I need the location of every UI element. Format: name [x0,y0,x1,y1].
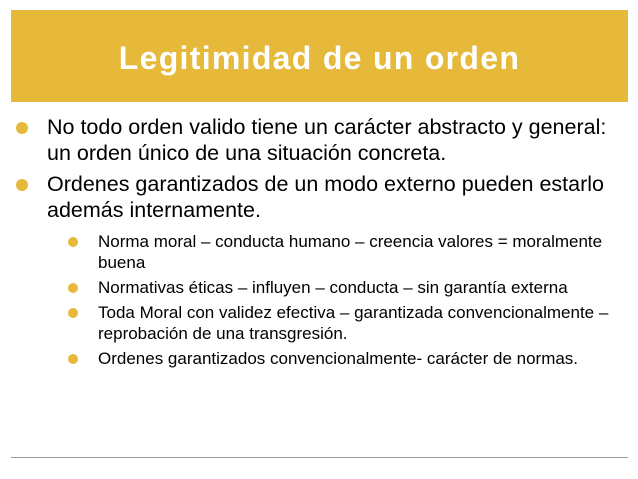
sub-bullet-text: Ordenes garantizados convencionalmente- carácter de normas. [98,349,579,368]
sub-bullet-text: Normativas éticas – influyen – conducta – sin garantía externa [98,278,568,297]
bullet-dot-icon [68,308,78,318]
sub-bullet-list [47,231,626,369]
sub-bullet-item [47,231,626,273]
bullet-dot-icon [68,237,78,247]
slide-content [14,114,626,374]
title-bar [11,10,628,102]
bottom-divider [11,457,628,458]
sub-bullet-item [47,277,626,298]
slide-title: Legitimidad de un orden [118,39,521,76]
sub-bullet-item [47,348,626,369]
bullet-list [14,114,626,369]
bullet-item [14,171,626,369]
bullet-dot-icon [68,354,78,364]
sub-bullet-text: Toda Moral con validez efectiva – garantizada convencionalmente – reprobación de una transgresión. [98,303,609,343]
bullet-dot-icon [16,122,28,134]
sub-bullet-text: Norma moral – conducta humano – creencia valores = moralmente buena [98,232,603,272]
bullet-dot-icon [68,283,78,293]
sub-bullet-item [47,302,626,344]
bullet-dot-icon [16,179,28,191]
bullet-text: No todo orden valido tiene un carácter abstracto y general: un orden único de una situación concreta. [47,115,607,165]
bullet-item [14,114,626,166]
bullet-text: Ordenes garantizados de un modo externo pueden estarlo además internamente. [47,172,604,222]
